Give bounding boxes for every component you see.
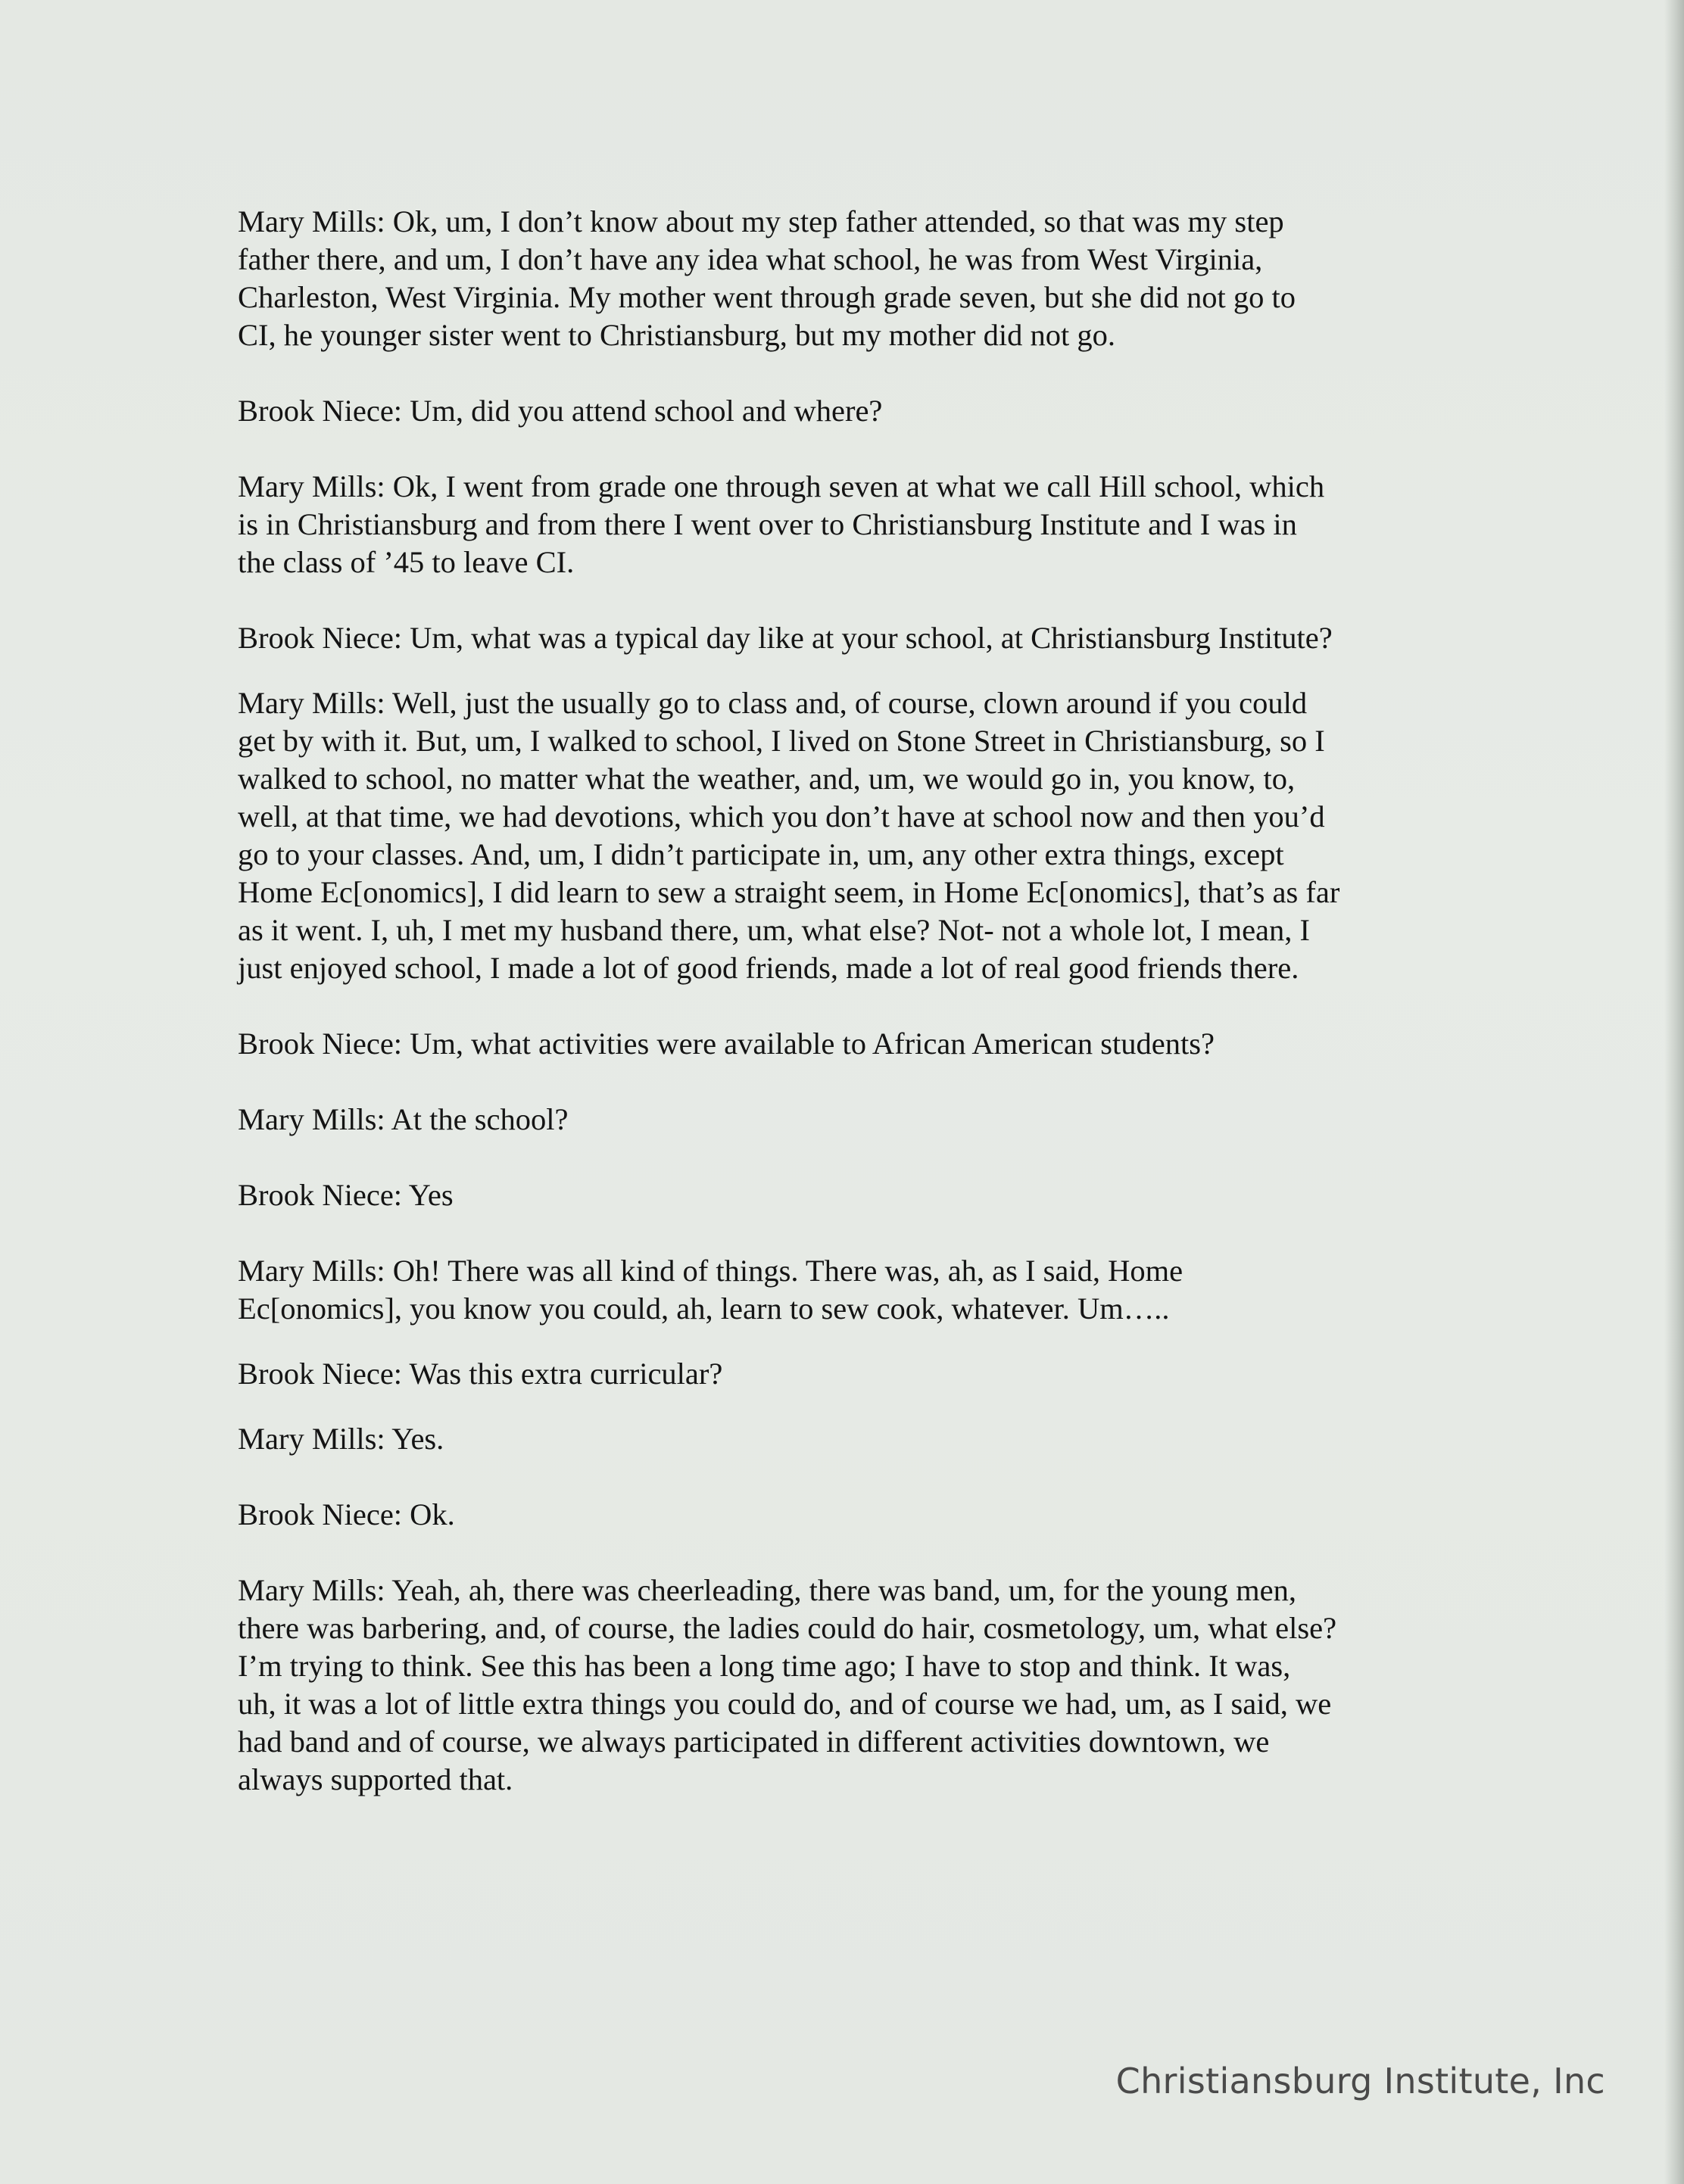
- paragraph-mary-hill-school: Mary Mills: Ok, I went from grade one through seven at what we call Hill school, which is in Christiansburg and from there I went over to Christiansburg Institute and I was in the class of ’45 to leave CI.: [238, 469, 1325, 579]
- footer-watermark: Christiansburg Institute, Inc: [1115, 2061, 1605, 2101]
- paragraph-brook-ok: Brook Niece: Ok.: [238, 1497, 455, 1531]
- transcript-body: [238, 203, 1480, 1837]
- paragraph-brook-activities-question: Brook Niece: Um, what activities were available to African American students?: [238, 1027, 1215, 1061]
- paragraph-mary-yes: Mary Mills: Yes.: [238, 1422, 444, 1456]
- paragraph-brook-extra-curricular: Brook Niece: Was this extra curricular?: [238, 1357, 723, 1391]
- paragraph-mary-at-the-school: Mary Mills: At the school?: [238, 1102, 569, 1136]
- paragraph-mary-all-kind-of-things: Mary Mills: Oh! There was all kind of things. There was, ah, as I said, Home Ec[onomics], you know you could, ah, learn to sew cook, whatever. Um…..: [238, 1254, 1183, 1326]
- paragraph-brook-typical-day-question: Brook Niece: Um, what was a typical day like at your school, at Christiansburg Institute?: [238, 621, 1333, 655]
- paragraph-mary-family-schooling: Mary Mills: Ok, um, I don’t know about my step father attended, so that was my step father there, and um, I don’t have any idea what school, he was from West Virginia, Charleston, West Virginia. My mother went through grade seven, but she did not go to CI, he younger sister went to Christiansburg, but my mother did not go.: [238, 204, 1296, 352]
- paragraph-mary-cheerleading: Mary Mills: Yeah, ah, there was cheerleading, there was band, um, for the young men, there was barbering, and, of course, the ladies could do hair, cosmetology, um, what else? I’m trying to think. See this has been a long time ago; I have to stop and think. It was, uh, it was a lot of little extra things you could do, and of course we had, um, as I said, we had band and of course, we always participated in different activities downtown, we always supported that.: [238, 1573, 1337, 1796]
- paragraph-brook-yes: Brook Niece: Yes: [238, 1178, 454, 1212]
- paragraph-mary-typical-day: Mary Mills: Well, just the usually go to class and, of course, clown around if you could get by with it. But, um, I walked to school, I lived on Stone Street in Christiansburg, so I walked to school, no matter what the weather, and, um, we would go in, you know, to, well, at that time, we had devotions, which you don’t have at school now and then you’d go to your classes. And, um, I didn’t participate in, um, any other extra things, except Home Ec[onomics], I did learn to sew a straight seem, in Home Ec[onomics], that’s as far as it went. I, uh, I met my husband there, um, what else? Not- not a whole lot, I mean, I just enjoyed school, I made a lot of good friends, made a lot of real good friends there.: [238, 686, 1340, 985]
- page-edge-shadow: [1664, 0, 1684, 2184]
- paragraph-brook-attend-question: Brook Niece: Um, did you attend school and where?: [238, 394, 883, 428]
